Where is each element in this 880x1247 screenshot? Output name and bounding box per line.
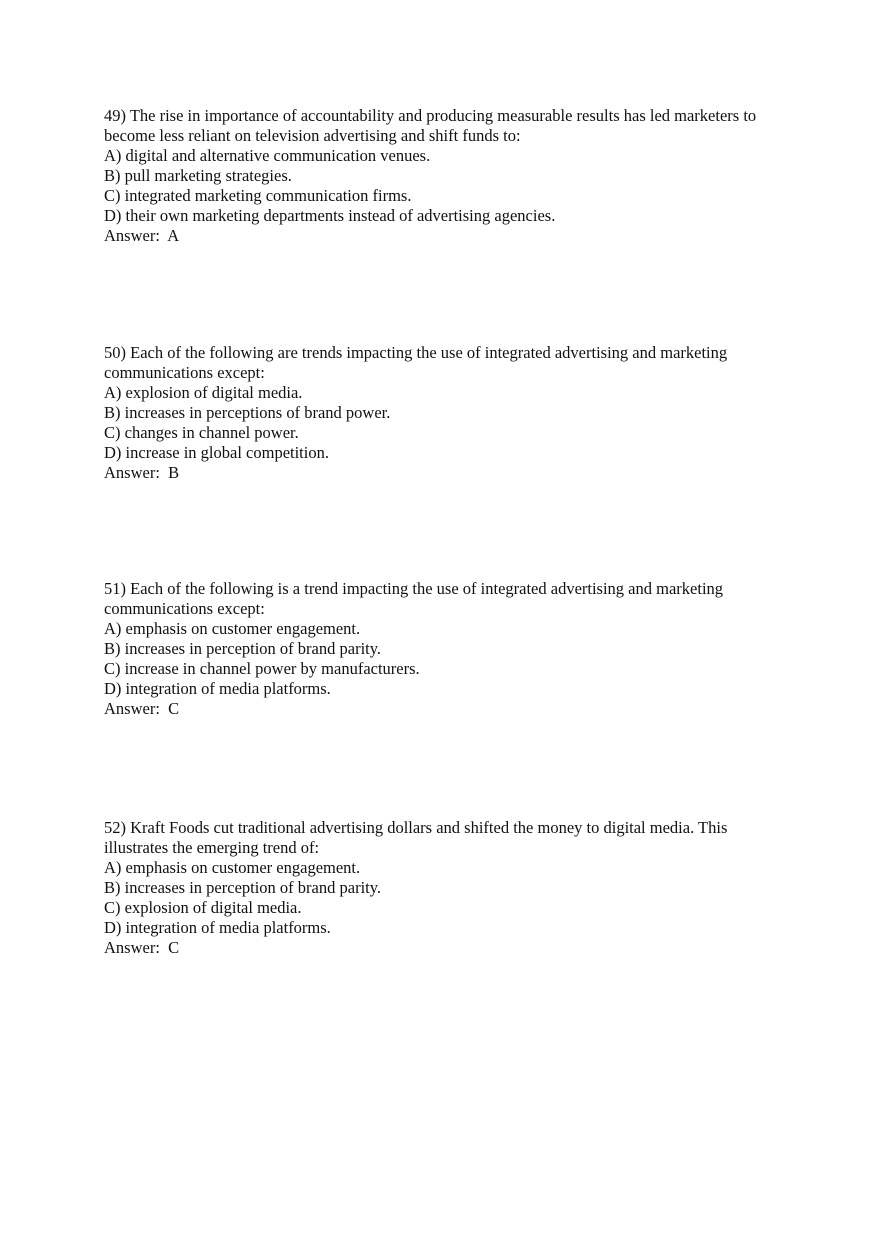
option-c: C) integrated marketing communication firms. [104, 186, 412, 205]
option-c: C) increase in channel power by manufacturers. [104, 659, 420, 678]
question-stem: 50) Each of the following are trends impacting the use of integrated advertising and marketing communications except: [104, 343, 728, 382]
question-50 [104, 343, 784, 483]
answer-line [104, 226, 784, 246]
answer-label: Answer: [104, 463, 169, 482]
answer-value: C [168, 699, 180, 718]
answer-value: B [168, 463, 180, 482]
option-a: A) digital and alternative communication venues. [104, 146, 431, 165]
question-stem: 52) Kraft Foods cut traditional advertising dollars and shifted the money to digital media. This illustrates the emerging trend of: [104, 818, 728, 857]
answer-label: Answer: [104, 938, 169, 957]
option-b: B) pull marketing strategies. [104, 166, 292, 185]
question-52 [104, 818, 784, 958]
option-b: B) increases in perceptions of brand power. [104, 403, 391, 422]
option-c: C) changes in channel power. [104, 423, 299, 442]
question-51 [104, 579, 784, 719]
option-b: B) increases in perception of brand parity. [104, 878, 382, 897]
option-d: D) their own marketing departments instead of advertising agencies. [104, 206, 556, 225]
question-stem: 49) The rise in importance of accountability and producing measurable results has led marketers to become less reliant on television advertising and shift funds to: [104, 106, 757, 145]
answer-value: A [167, 226, 180, 245]
option-d: D) integration of media platforms. [104, 918, 331, 937]
question-stem: 51) Each of the following is a trend impacting the use of integrated advertising and marketing communications except: [104, 579, 724, 618]
question-49 [104, 106, 784, 246]
option-a: A) emphasis on customer engagement. [104, 858, 361, 877]
option-a: A) emphasis on customer engagement. [104, 619, 361, 638]
answer-line [104, 463, 784, 483]
answer-value: C [168, 938, 180, 957]
option-b: B) increases in perception of brand parity. [104, 639, 382, 658]
option-d: D) increase in global competition. [104, 443, 329, 462]
answer-label: Answer: [104, 699, 169, 718]
answer-label: Answer: [104, 226, 168, 245]
option-d: D) integration of media platforms. [104, 679, 331, 698]
option-a: A) explosion of digital media. [104, 383, 303, 402]
answer-line [104, 699, 784, 719]
answer-line [104, 938, 784, 958]
option-c: C) explosion of digital media. [104, 898, 302, 917]
